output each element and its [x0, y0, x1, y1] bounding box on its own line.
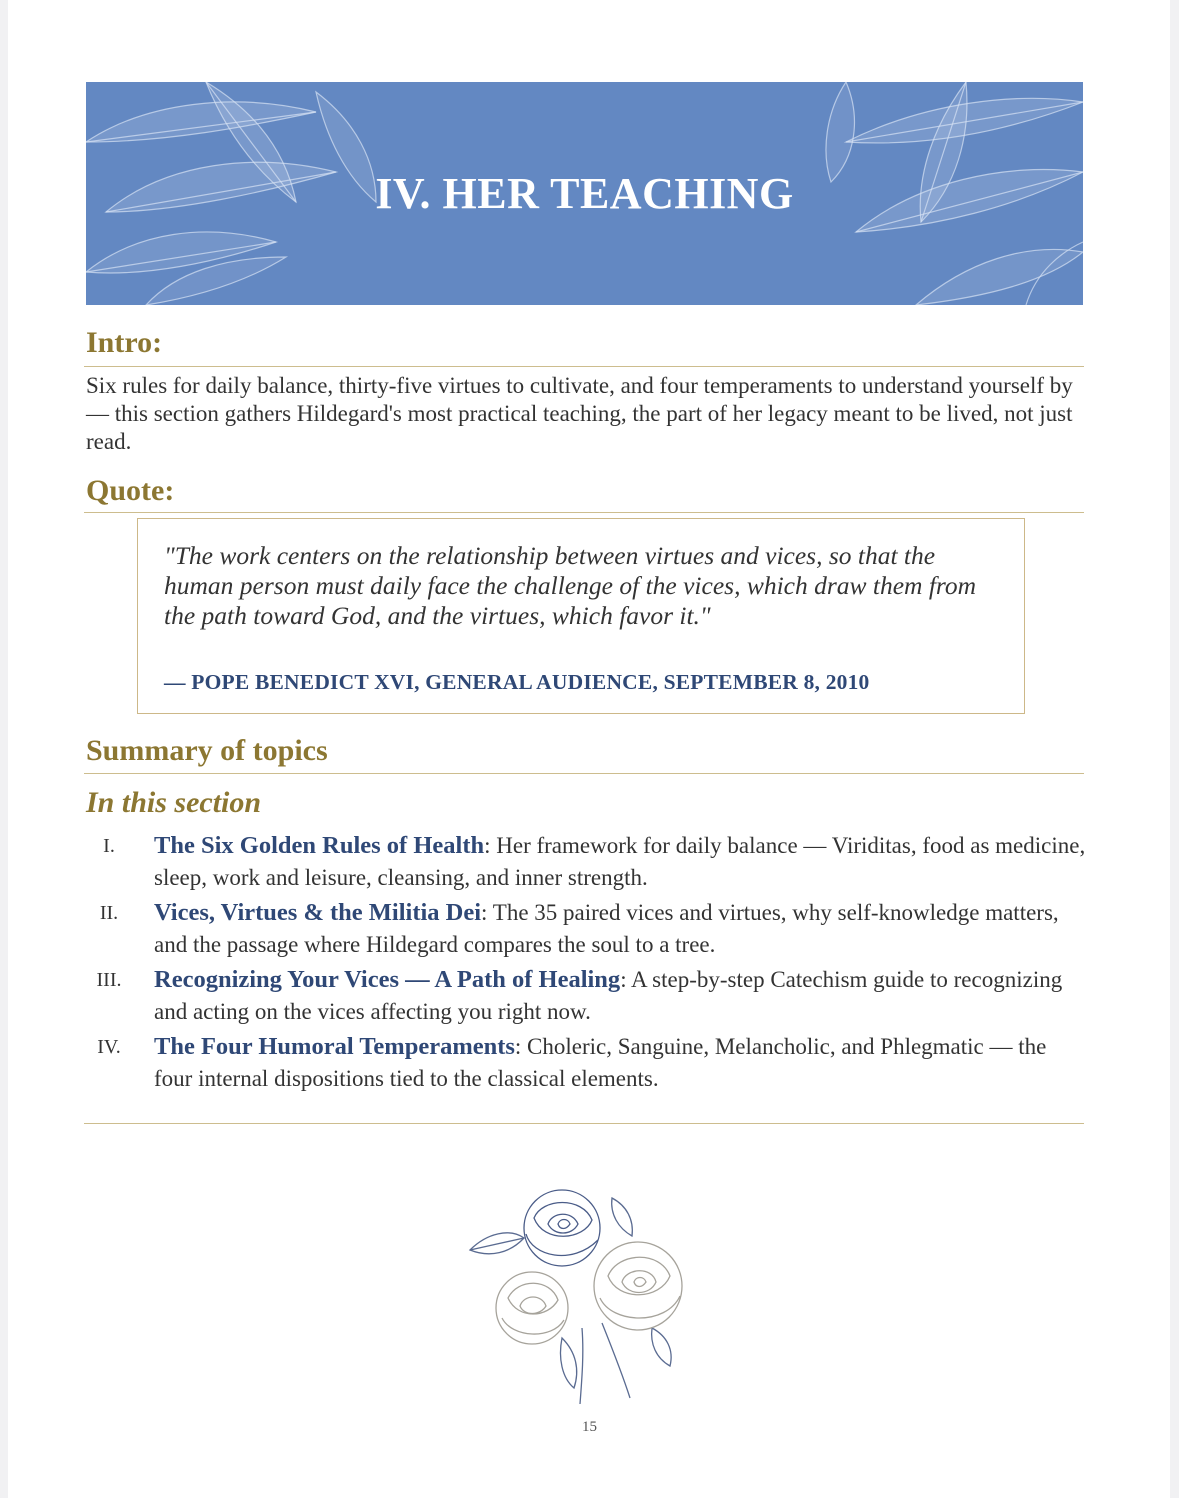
- topic-number: I.: [103, 835, 115, 857]
- topic-title: Recognizing Your Vices — A Path of Healing: [154, 966, 621, 993]
- list-item: [86, 964, 1086, 1028]
- topic-description: : Her framework for daily balance — Viriditas, food as medicine, sleep, work and leisure, cleansing, and inner strength.: [154, 833, 1086, 890]
- topic-description: : The 35 paired vices and virtues, why self-knowledge matters, and the passage where Hildegard compares the soul to a tree.: [154, 900, 1059, 957]
- topic-number: IV.: [97, 1036, 121, 1058]
- topic-title: The Six Golden Rules of Health: [154, 832, 485, 859]
- page-number: 15: [582, 1419, 597, 1435]
- list-item: [86, 897, 1086, 961]
- topic-number: III.: [96, 969, 122, 991]
- quote-box: [137, 518, 1025, 714]
- intro-rule: [84, 366, 1084, 367]
- summary-heading: Summary of topics: [86, 734, 328, 767]
- list-item: [86, 1031, 1086, 1095]
- section-subheading: In this section: [86, 786, 262, 819]
- topic-description: : A step-by-step Catechism guide to recognizing and acting on the vices affecting you right now.: [154, 967, 1063, 1024]
- intro-text: Six rules for daily balance, thirty-five virtues to cultivate, and four temperaments to understand yourself by — this section gathers Hildegard's most practical teaching, the part of her legacy meant to be lived, not just read.: [86, 373, 1073, 454]
- intro-heading: Intro:: [86, 326, 163, 359]
- topic-description: : Choleric, Sanguine, Melancholic, and Phlegmatic — the four internal dispositions tied to the classical elements.: [154, 1034, 1047, 1091]
- quote-text: "The work centers on the relationship between virtues and vices, so that the human person must daily face the challenge of the vices, which draw them from the path toward God, and the virtues, which favor it.": [164, 541, 977, 630]
- summary-rule: [84, 773, 1084, 774]
- topic-number: II.: [99, 902, 119, 924]
- bottom-rule: [84, 1123, 1084, 1124]
- topics-list: [86, 830, 1086, 1098]
- topic-title: The Four Humoral Temperaments: [154, 1033, 515, 1060]
- chapter-title: IV. HER TEACHING: [375, 169, 794, 218]
- quote-heading: Quote:: [86, 474, 175, 507]
- list-item: [86, 830, 1086, 894]
- quote-rule: [84, 512, 1084, 513]
- topic-title: Vices, Virtues & the Militia Dei: [154, 899, 482, 926]
- rose-peony-illustration-icon: [462, 1178, 718, 1408]
- quote-attribution: — POPE BENEDICT XVI, GENERAL AUDIENCE, SEPTEMBER 8, 2010: [164, 670, 870, 694]
